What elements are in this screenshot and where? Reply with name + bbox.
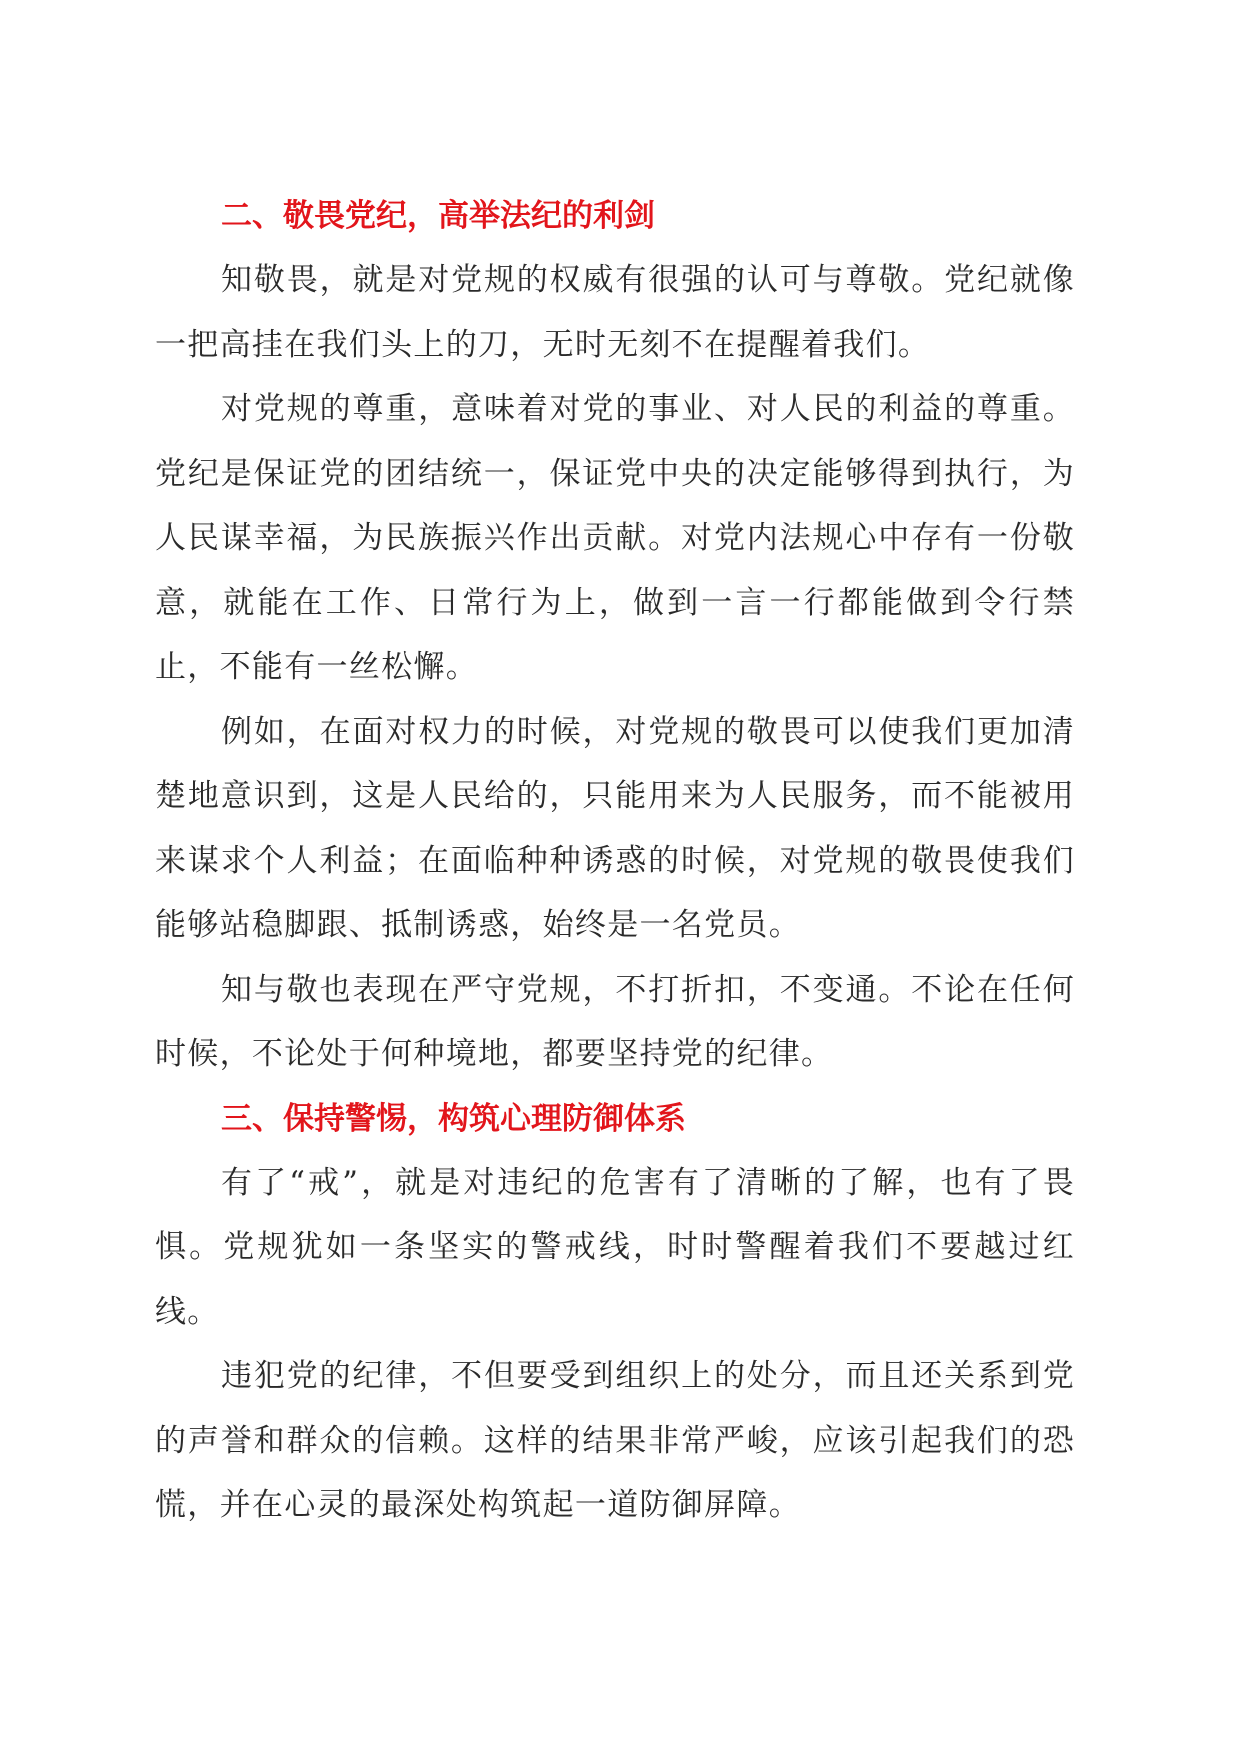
document-body [155, 184, 1075, 1538]
section-3-heading: 三、保持警惕，构筑心理防御体系 [221, 1100, 686, 1137]
section-2-paragraph-1: 知敬畏，就是对党规的权威有很强的认可与尊敬。党纪就像一把高挂在我们头上的刀，无时无刻不在提醒着我们。 [155, 262, 1075, 363]
section-2-paragraph-4: 知与敬也表现在严守党规，不打折扣，不变通。不论在任何时候，不论处于何种境地，都要坚持党的纪律。 [155, 971, 1075, 1072]
section-2-heading: 二、敬畏党纪，高举法纪的利剑 [221, 198, 655, 234]
section-2-paragraph-3: 例如，在面对权力的时候，对党规的敬畏可以使我们更加清楚地意识到，这是人民给的，只能用来为人民服务，而不能被用来谋求个人利益；在面临种种诱惑的时候，对党规的敬畏使我们能够站稳脚跟、抵制诱惑，始终是一名党员。 [155, 713, 1075, 943]
section-2-paragraph-2: 对党规的尊重，意味着对党的事业、对人民的利益的尊重。党纪是保证党的团结统一，保证党中央的决定能够得到执行，为人民谋幸福，为民族振兴作出贡献。对党内法规心中存有一份敬意，就能在工作、日常行为上，做到一言一行都能做到令行禁止，不能有一丝松懈。 [155, 391, 1075, 685]
section-3-paragraph-1: 有了“戒”，就是对违纪的危害有了清晰的了解，也有了畏惧。党规犹如一条坚实的警戒线，时时警醒着我们不要越过红线。 [155, 1164, 1075, 1330]
section-3-paragraph-2: 违犯党的纪律，不但要受到组织上的处分，而且还关系到党的声誉和群众的信赖。这样的结果非常严峻，应该引起我们的恐慌，并在心灵的最深处构筑起一道防御屏障。 [155, 1358, 1075, 1523]
